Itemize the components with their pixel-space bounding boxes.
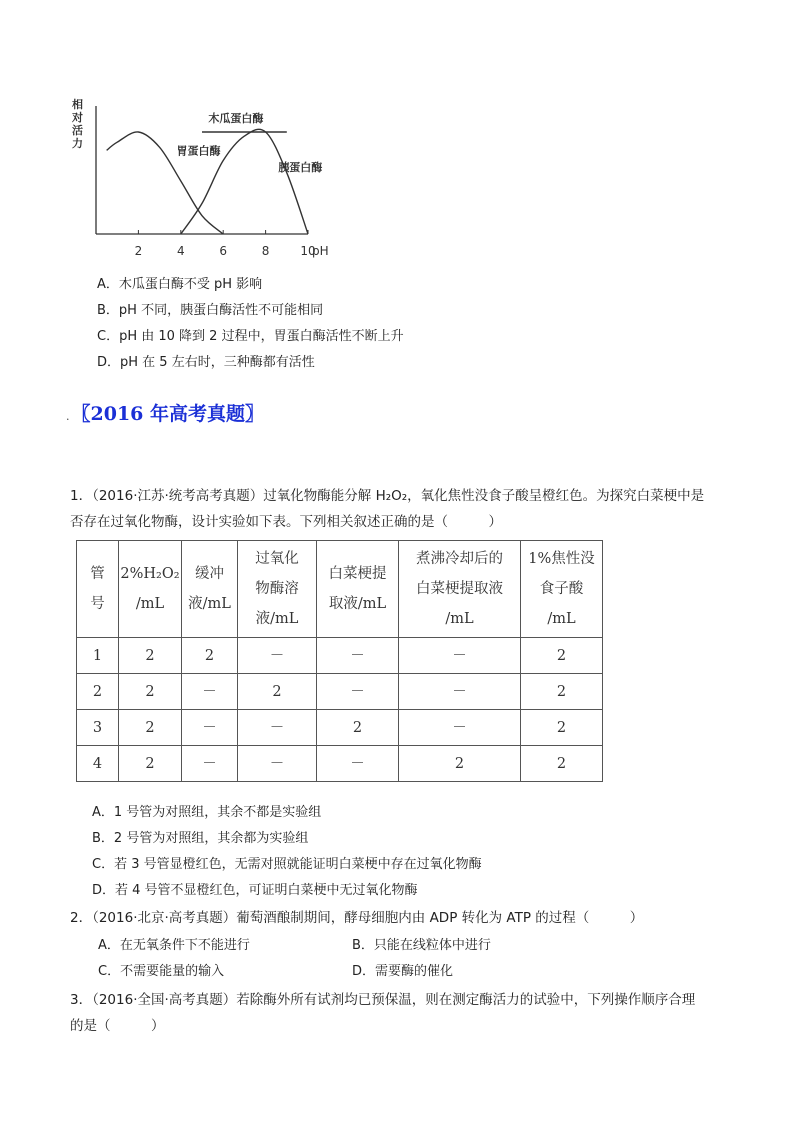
q0-option-a: A．木瓜蛋白酶不受 pH 影响 [97, 277, 263, 292]
q1-option-a: A．1 号管为对照组，其余不都是实验组 [92, 805, 322, 820]
trypsin-label: 胰蛋白酶 [278, 160, 323, 174]
header-cell-line: 白菜梗提取液 [416, 581, 503, 597]
q0-option-d: D．pH 在 5 左右时，三种酶都有活性 [97, 355, 315, 370]
table-header-cell [317, 541, 399, 638]
table-cell: 3 [77, 710, 119, 746]
table-cell: － [238, 746, 317, 782]
table-cell: 2 [119, 638, 182, 674]
table-header-cell [182, 541, 238, 638]
q0-option-b: B．pH 不同，胰蛋白酶活性不可能相同 [97, 303, 324, 318]
table-header-cell [521, 541, 603, 638]
section-title: 〖2016 年高考真题〗 [71, 403, 264, 425]
table-cell: 2 [317, 710, 399, 746]
q1-stem-line2: 否存在过氧化物酶，设计实验如下表。下列相关叙述正确的是（ ） [70, 514, 502, 530]
header-cell-line: 1%焦性没 [528, 551, 595, 567]
header-cell-line: 2%H₂O₂ [120, 566, 180, 582]
header-cell-line: 白菜梗提 [328, 566, 387, 582]
q3-stem-line2: 的是（ ） [70, 1018, 165, 1034]
x-axis-label: pH [312, 244, 329, 258]
pepsin-label: 胃蛋白酶 [176, 144, 221, 158]
table-cell: － [399, 710, 521, 746]
table-cell: 2 [521, 746, 603, 782]
table-cell: － [399, 674, 521, 710]
section-heading [66, 399, 264, 426]
q0-option-c: C．pH 由 10 降到 2 过程中，胃蛋白酶活性不断上升 [97, 329, 404, 344]
table-header-cell [77, 541, 119, 638]
table-cell: － [182, 710, 238, 746]
table-cell: 2 [521, 674, 603, 710]
table-cell: － [317, 746, 399, 782]
header-cell-line: 液/mL [188, 596, 231, 612]
table-cell: 2 [521, 638, 603, 674]
table-header-row [77, 541, 603, 638]
x-tick-label: 2 [134, 244, 143, 258]
table-cell: － [399, 638, 521, 674]
q2-option-b: B．只能在线粒体中进行 [352, 938, 491, 953]
table-header-cell [119, 541, 182, 638]
q1-option-c: C．若 3 号管显橙红色，无需对照就能证明白菜梗中存在过氧化物酶 [92, 857, 482, 872]
header-cell-line: 煮沸冷却后的 [416, 551, 503, 567]
q1-option-d: D．若 4 号管不显橙红色，可证明白菜梗中无过氧化物酶 [92, 883, 418, 898]
section-dot: . [66, 410, 70, 423]
table-cell: 2 [238, 674, 317, 710]
q2-option-d: D．需要酶的催化 [352, 964, 454, 979]
header-cell-line: 食子酸 [539, 581, 584, 597]
papain-label: 木瓜蛋白酶 [208, 112, 264, 125]
table-row [77, 746, 603, 782]
header-cell-line: /mL [547, 611, 576, 627]
table-cell: － [317, 638, 399, 674]
table-cell: 2 [77, 674, 119, 710]
header-cell-line: /mL [445, 611, 474, 627]
header-cell-line: 管 [90, 566, 105, 582]
table-row [77, 638, 603, 674]
header-cell-line: 号 [90, 596, 105, 612]
q3-stem-line1: 3．（2016·全国·高考真题）若除酶外所有试剂均已预保温，则在测定酶活力的试验中，下列操作顺序合理 [70, 992, 696, 1008]
enzyme-activity-chart [70, 96, 340, 266]
header-cell-line: 取液/mL [328, 596, 387, 612]
table-cell: 2 [521, 710, 603, 746]
q2-stem: 2．（2016·北京·高考真题）葡萄酒酿制期间，酵母细胞内由 ADP 转化为 ATP 的过程（ ） [70, 910, 644, 926]
header-cell-line: 缓冲 [195, 566, 224, 582]
x-tick-label: 4 [176, 244, 185, 258]
table-header-cell [238, 541, 317, 638]
table-row [77, 710, 603, 746]
table-cell: 1 [77, 638, 119, 674]
table-cell: － [182, 674, 238, 710]
table-cell: － [182, 746, 238, 782]
table-cell: 4 [77, 746, 119, 782]
q2-option-c: C．不需要能量的输入 [98, 964, 225, 979]
q1-option-b: B．2 号管为对照组，其余都为实验组 [92, 831, 309, 846]
table-cell: － [238, 710, 317, 746]
x-tick-label: 6 [219, 244, 228, 258]
header-cell-line: 液/mL [255, 611, 299, 627]
table-cell: － [317, 674, 399, 710]
x-tick-label: 10 [300, 244, 316, 258]
header-cell-line: 物酶溶 [255, 581, 299, 597]
table-cell: 2 [119, 710, 182, 746]
table-cell: － [238, 638, 317, 674]
table-header-cell [399, 541, 521, 638]
q2-option-a: A．在无氧条件下不能进行 [98, 938, 250, 953]
table-cell: 2 [119, 746, 182, 782]
q1-stem-line1: 1．（2016·江苏·统考高考真题）过氧化物酶能分解 H₂O₂，氧化焦性没食子酸呈橙红色。为探究白菜梗中是 [70, 488, 705, 504]
y-axis-label: 相对活力 [72, 98, 83, 150]
experiment-table [76, 540, 603, 782]
x-tick-label: 8 [261, 244, 270, 258]
table-cell: 2 [119, 674, 182, 710]
table-cell: 2 [182, 638, 238, 674]
table-cell: 2 [399, 746, 521, 782]
header-cell-line: 过氧化 [255, 551, 299, 567]
header-cell-line: /mL [135, 596, 165, 612]
table-row [77, 674, 603, 710]
